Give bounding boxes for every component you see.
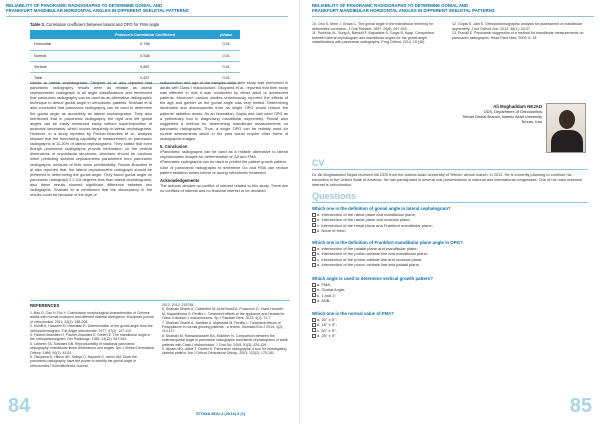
correlation-table-block bbox=[30, 22, 240, 84]
question-text: Which one is the definition of gonial angle in lateral cephalogram? bbox=[312, 206, 451, 211]
table-caption-label: Table 3. bbox=[30, 22, 45, 27]
answer-option[interactable] bbox=[312, 333, 588, 338]
table-cell: 0.01 bbox=[212, 72, 240, 83]
table-cell: 0.01 bbox=[212, 39, 240, 50]
list-item: • Panoramic radiographs can be used as a reliable alternative to lateral cephalometric images for determination of GA and FMA. bbox=[160, 149, 288, 159]
body-column-1 bbox=[30, 80, 152, 296]
option-label: d. Intersection of the porion-orbitale line and palatal plane. bbox=[317, 261, 420, 267]
conclusion-heading: 5. Conclusion bbox=[160, 144, 188, 150]
table-cell: 0.887 bbox=[77, 61, 212, 72]
answer-option[interactable] bbox=[312, 298, 588, 303]
option-label: b. Intersection of the ramal plane and occlusal plane; bbox=[317, 217, 411, 223]
reference-item: 10. Ono S, Mine J, Graca C. The gonial angle in the mandibular trimming for deformities correction. J Oral Rehabil. 1997; 24(8): 597-592. bbox=[312, 22, 434, 31]
checkbox-icon[interactable] bbox=[312, 263, 316, 267]
checkbox-icon[interactable] bbox=[312, 247, 316, 251]
correlation-table bbox=[30, 30, 240, 84]
checkbox-icon[interactable] bbox=[312, 223, 316, 227]
option-label: b. Gonial Angle; bbox=[317, 287, 346, 293]
answer-option[interactable] bbox=[312, 262, 588, 267]
option-label: d. None of them. bbox=[317, 227, 347, 233]
author-photo bbox=[546, 103, 586, 153]
answer-option[interactable] bbox=[312, 228, 588, 233]
table-cell: Vertical bbox=[30, 61, 77, 72]
checkbox-icon[interactable] bbox=[312, 299, 316, 303]
reference-item: 8. Shahabi M, Ramazanzadeh BA, Mokhber N. Comparison between the external gonial angle in panoramic radiographs and lateral cephalograms of adult patients with Class I malocclusion. J Oral Sci. 2009; 51(3): 425-429. bbox=[162, 333, 288, 347]
list-item: • Panoramic radiographs can be used to predict the patient growth pattern. bbox=[160, 159, 288, 164]
option-label: a. 20° ± 5°; bbox=[317, 317, 337, 322]
references-heading: REFERENCES bbox=[30, 303, 60, 308]
author-affiliation: Tehran Dental Branch, Islamic Azad University bbox=[462, 114, 542, 119]
journal-footer: STOMA.EDU J (2014) 3 (1) bbox=[196, 411, 246, 416]
option-label: c. Intersection of the ramal plane and Frankfort mandibular plane; bbox=[317, 222, 433, 228]
option-label: d. 25° ± 5° bbox=[317, 332, 336, 338]
question-1 bbox=[312, 206, 588, 233]
table-row bbox=[30, 61, 240, 72]
references-column-2 bbox=[452, 22, 588, 40]
option-label: b. Intersection of the porion-orbitale line and mandibular plane; bbox=[317, 251, 428, 257]
header-line-1: RELIABILITY OF PANORAMIC RADIOGRAPHS TO DETERMINE GONIAL AND bbox=[6, 3, 163, 8]
table-cell: 0.827 bbox=[77, 72, 212, 83]
header-line-2: FRANKFURT MANDIBULAR HORIZONTAL ANGLES IN DIFFERENT SKELETAL PATTERNS bbox=[6, 8, 189, 13]
table-caption-text: Correlation coefficient between lateral and OPG for FMA angle bbox=[46, 22, 160, 27]
reference-item: 7. Shahabi Gharib A, Jamilian A, Alqansala M, Pertilla L. Treatment effects of Frilappliance in normal growing patients - a review. Stomatal Edu J 2014; 1(2): 113-117. bbox=[162, 320, 284, 334]
reference-item: 1. Bao D, Cao H, Rui Y. Craniofacial morphological characteristics of Chinese adults with normal occlusion and different skeletal divergence. European journal of orthodontics. 2011; 33(2): 198-204. bbox=[30, 311, 154, 324]
question-text: Which one is the normal value of FMA? bbox=[312, 311, 394, 316]
reference-item: 11. Punikha VL, Sung A, Bandoll F, Kajnadine S, Gogai B, Kyap. Comparison between lateral cephalogram and mandibular angles for the gonial angle classifications with panoramic radiographs. Prog Orthod. 2014, 15 (46). bbox=[312, 31, 435, 45]
table-cell: Normal bbox=[30, 50, 77, 61]
list-item: • Use of panoramic radiographs to determine Go and FMA can reduce patient radiation doses before or during orthodontic treatment. bbox=[160, 165, 288, 175]
table-caption bbox=[30, 22, 240, 27]
table-cell: Horizontal bbox=[30, 39, 77, 50]
cv-heading: CV bbox=[312, 158, 588, 170]
body-paragraph: similar to lateral cephalograms. Okuyam et al also reported that panoramic radiography results were as reliable as lateral cephalometric radiograph in all angle classifications and mentioned that panoramic radiography can be used as an alternative radiographic technique to detect gonial angle in orthodontic patients. Shahabi et al also concluded that panoramic radiography can be used to determine the gonial angle as accurately as lateral cephalograms. They also mentioned that in panoramic radiography the right and left gonial angles can be easily measured easily without superimposition of anatomic landmarks, which occurs frequently in lateral cephalograms. However, in a study reported by Fischer-Brandies et al., analysis showed that the forecasting capability of measurement on panoramic radiographs is 11-20% of lateral cephalograms. They stated that even though panoramic radiographs provide information on the vertical dimensions of craniofacial structures, clinicians should be cautious when predicting skeletal cephalometric parameters from panoramic radiographs, because of their lower predictability. Fischer-Brandies et al also reported that, the lateral cephalometric radiograph should be preferred in determining the gonial angle. They found gonial angle on panoramic radiograph 2.2-3.6 degrees less than lateral cephalograms, also these results showed significant difference between two radiographs. Shahabi et al mentioned that the discrepancy in the results could be because of the type of bbox=[30, 80, 152, 198]
option-label: c. 1 and 2; bbox=[317, 292, 336, 298]
option-label: a. Intersection of the ramal plane and mandibular plane; bbox=[317, 212, 416, 217]
checkbox-icon[interactable] bbox=[312, 257, 316, 261]
table-header-row bbox=[30, 30, 240, 39]
header-line-1: RELIABILITY OF PANORAMIC RADIOGRAPHS TO DETERMINE GONIAL AND bbox=[312, 3, 469, 8]
checkbox-icon[interactable] bbox=[312, 283, 316, 287]
checkbox-icon[interactable] bbox=[312, 334, 316, 338]
option-label: a. FMA; bbox=[317, 282, 332, 287]
reference-item: 12. Gupta S, Jain S. Orthopantomographic analysis for assessment of mandibular asymmetry. J Ind Orthod Soc. 2012; 46(1): 33-37. bbox=[452, 22, 583, 31]
table-cell: 0.538 bbox=[77, 50, 212, 61]
header-line-2: FRANKFURT MANDIBULAR HORIZONTAL ANGLES IN DIFFERENT SKELETAL PATTERNS bbox=[312, 8, 495, 13]
checkbox-icon[interactable] bbox=[312, 229, 316, 233]
references-column-1 bbox=[312, 22, 446, 45]
question-text: Which angle is used to determine vertical growth pattern? bbox=[312, 276, 434, 281]
references-column-2 bbox=[162, 303, 288, 356]
reference-item: 9. Akcam MO, Altiok T, Ozdiler E. Panoramic radiographs: a tool for investigating skeletal pattern. Am J Orthod Dentofacial Orthop. 2003; 123(2): 175-181. bbox=[162, 347, 287, 356]
author-affiliation: DDS, Department of Orthodontics bbox=[483, 109, 542, 114]
references-column-1 bbox=[30, 311, 154, 368]
question-3 bbox=[312, 276, 588, 303]
table-header-cell bbox=[30, 30, 77, 39]
question-text: Which one is the definition of Frankfort mandibular plane angle in OPG? bbox=[312, 240, 463, 245]
questions-heading: Questions bbox=[312, 191, 588, 203]
table-header-cell: Pearson's Correlation Coefficient bbox=[77, 30, 212, 39]
conclusion-list bbox=[160, 149, 288, 174]
running-header bbox=[312, 3, 594, 17]
table-cell: Total bbox=[30, 72, 77, 83]
reference-item: 2012; 2012: 219708. bbox=[162, 303, 195, 307]
table-cell: 0.01 bbox=[212, 50, 240, 61]
option-label: c. Intersection of the porion-orbitale line and occlusal plane; bbox=[317, 256, 423, 262]
references-divider bbox=[30, 300, 290, 301]
acknowledgements-heading: Acknowledgements bbox=[160, 177, 200, 183]
checkbox-icon[interactable] bbox=[312, 288, 316, 292]
checkbox-icon[interactable] bbox=[312, 252, 316, 256]
option-label: b. 18° ± 5°; bbox=[317, 322, 337, 328]
running-header bbox=[6, 3, 288, 17]
table-row bbox=[30, 39, 240, 50]
checkbox-icon[interactable] bbox=[312, 293, 316, 297]
body-paragraph: malocclusion and age of the samples while their study was performed in adults with Class I malocclusion. Okuyama et al., reported that their study was different in that it was conducted by either adult or adolescent patients. Moreover, various studies unanimously reported the effects of the age and gender on the gonial angle was very limited. Determining landmarks and discrepancies from an single OPG would reduce the patients' radiation doses. As an illustration, Gupta and Jain used OPG as a preliminary tool in diagnosing mandibular asymmetry. Putcall also suggested a method for determining mandibular measurements on panoramic radiographs. Thus, a single OPG can be reliably used for routine assessments which in the past would require other forms of radiographic images. bbox=[160, 80, 288, 142]
reference-item: 4. Larheim TA, Svanaes DB. Reproducibility of rotational panoramic radiography: mandibular linear dimensions and angles. Am J Orthod Dentofacial Orthop. 1986; 90(1): 45-51. bbox=[30, 341, 154, 355]
checkbox-icon[interactable] bbox=[312, 218, 316, 222]
table-cell: 0.798 bbox=[77, 39, 212, 50]
table-cell: 0.01 bbox=[212, 61, 240, 72]
reference-item: 2. Mohiti A, Hosseini M, Hamidian E. Determination of the gonial angle from the orthopantomogram. The Angle orthodontist. 1977; 47(2): 107-110. bbox=[30, 324, 153, 333]
body-column-2 bbox=[160, 80, 288, 296]
question-4 bbox=[312, 311, 588, 338]
author-photo-body bbox=[551, 130, 583, 153]
author-block bbox=[462, 104, 542, 124]
reference-item: 6. Shahabi Gharib A, Casterline M, Azmi Bandi A, Poulcorch G, Fazel-Hamzeh M, Kapanlimova S. Pertillo L. Treatment effects of the appliance and Headed in Class II division 1 malocclusions. Sp J Paediatr Dent. 2013; 4(1): 72-7. bbox=[162, 307, 285, 321]
author-affiliation: Tehran, Iran bbox=[521, 119, 542, 124]
reference-item: 5. Okuyama K, Hibino AR, Sekiya O, Hayashi S, Ichino AM. Does the panoramic radiography have the power to identify the gonial angle in orthodontics? ScientificWorld Journal. bbox=[30, 355, 137, 368]
checkbox-icon[interactable] bbox=[312, 328, 316, 332]
option-label: a. Intersection of the palatal plane and mandibular plane; bbox=[317, 246, 418, 251]
author-photo-head bbox=[559, 110, 575, 129]
reference-item: 13. Putcall E. Panoramic suggestion of a method for mandibular measurements on panoramic radiographs. Head Face Med. 2009; 5: 19. bbox=[452, 31, 584, 40]
question-2 bbox=[312, 240, 588, 267]
author-name: Ali Moghaddam NEJAD bbox=[493, 104, 542, 109]
checkbox-icon[interactable] bbox=[312, 318, 316, 322]
page-number: 85 bbox=[569, 395, 592, 417]
reference-item: 3. Fischer-Brandies H, Fischer-Brandies E, Dielert E. The mandibular angle in the orthopantomogram. Der Radiologe. 1984; 24(12): 547-549. bbox=[30, 333, 151, 342]
right-page bbox=[300, 0, 600, 424]
checkbox-icon[interactable] bbox=[312, 323, 316, 327]
table-header-cell: pValue bbox=[212, 30, 240, 39]
cv-text: Dr. Ali Moghaddami Nejad received his DDS from the Islamic Azad University of Tehran, dental branch, in 2012. He is currently planning to continue his education in the United State of America. He has participated in several oral presentations in national and international congresses. One of his main research interest is orthodontics. bbox=[312, 172, 583, 187]
option-label: c. 30° ± 5°; bbox=[317, 327, 337, 333]
checkbox-icon[interactable] bbox=[312, 213, 316, 217]
option-label: d. ANB. bbox=[317, 297, 331, 303]
acknowledgements-text: The authors declare no conflict of interest related to this study. There are no conflicts of interest and no financial interest to be declared. bbox=[160, 182, 288, 193]
page-number: 84 bbox=[8, 395, 31, 417]
table-row bbox=[30, 50, 240, 61]
